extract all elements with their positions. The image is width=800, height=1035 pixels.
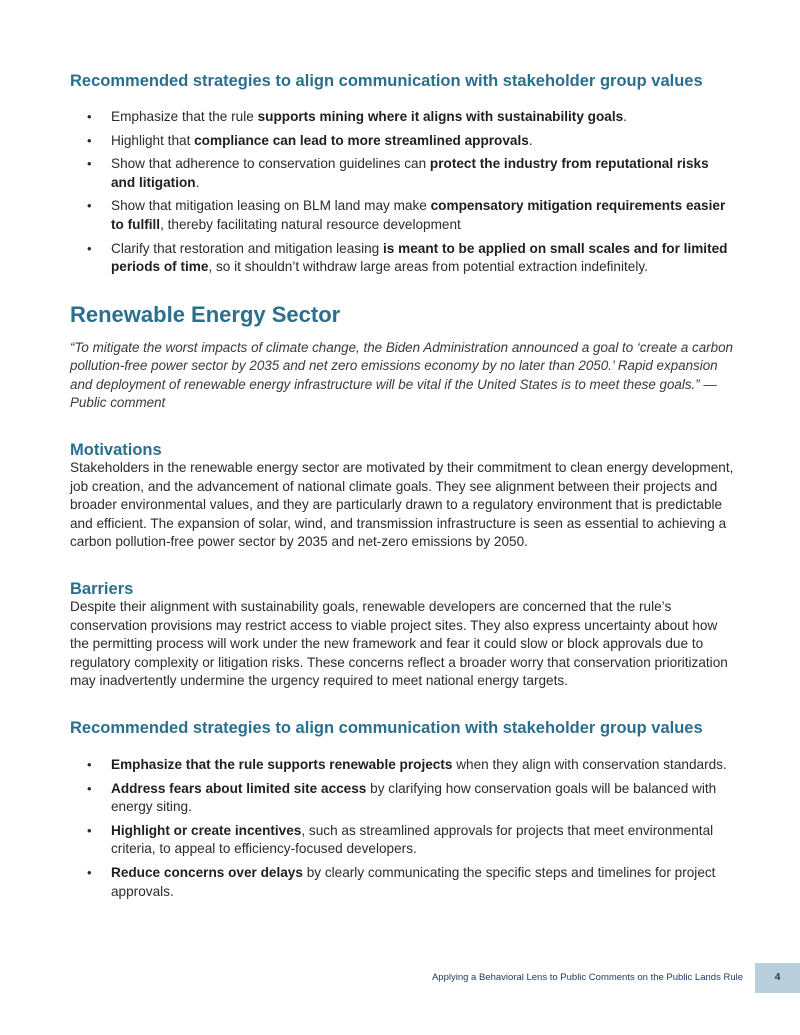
bullet-icon: • [87, 109, 92, 124]
bullet-icon: • [87, 132, 92, 148]
bullet-icon: • [87, 864, 92, 880]
barriers-text: Despite their alignment with sustainability goals, renewable developers are concerned that the rule’s conservation provisions may restrict access to viable project sites. They also express uncertainty about how the permitting process will work under the new framework and fear it could slow or block approvals due to regulatory complexity or litigation risks. These concerns reflect a broader worry that conservation prioritization may inadvertently undermine the urgency required to meet national energy targets. [70, 599, 728, 689]
list-item: • Clarify that restoration and mitigation leasing is meant to be applied on small scales and for limited periods of time, so it shouldn’t withdraw large areas from potential extraction indefinitely. [87, 240, 728, 275]
barriers-heading: Barriers [70, 580, 134, 598]
bullet-icon: • [87, 822, 92, 838]
section-heading-strategies-1: Recommended strategies to align communication with stakeholder group values [70, 72, 703, 90]
strategy-list-2 [70, 756, 735, 901]
list-item: • Emphasize that the rule supports mining where it aligns with sustainability goals. [70, 108, 735, 127]
section-title-renewable-energy: Renewable Energy Sector [70, 302, 341, 327]
list-item: • Address fears about limited site access by clarifying how conservation goals will be balanced with energy siting. [87, 780, 717, 815]
list-item: • Show that mitigation leasing on BLM land may make compensatory mitigation requirements easier to fulfill, thereby facilitating natural resource development [87, 198, 726, 232]
bullet-icon: • [87, 780, 92, 796]
footer-document-title: Applying a Behavioral Lens to Public Comments on the Public Lands Rule [431, 972, 743, 983]
page-footer [0, 963, 800, 993]
bullet-icon: • [87, 757, 92, 772]
bullet-icon: • [87, 156, 92, 172]
list-item: • Show that adherence to conservation guidelines can protect the industry from reputational risks and litigation. [87, 156, 709, 190]
page-number: 4 [755, 963, 800, 993]
motivations-text: Stakeholders in the renewable energy sector are motivated by their commitment to clean energy development, job creation, and the advancement of national climate goals. They see alignment between their projects and broader environmental values, and they are particularly drawn to a regulatory environment that is predictable and efficient. The expansion of solar, wind, and transmission infrastructure is seen as essential to achieving a carbon pollution-free power sector by 2035 and net-zero emissions by 2050. [70, 460, 734, 550]
motivations-heading: Motivations [70, 441, 162, 459]
bullet-icon: • [87, 198, 92, 214]
list-item: • Highlight or create incentives, such as streamlined approvals for projects that meet environmental criteria, to appeal to efficiency-focused developers. [87, 822, 714, 857]
section-heading-strategies-2: Recommended strategies to align communication with stakeholder group values [70, 719, 703, 737]
public-comment-quote: “To mitigate the worst impacts of climate change, the Biden Administration announced a goal to ‘create a carbon pollution-free power sector by 2035 and net zero emissions economy by no later than 2050.’ Rapid expansion and deployment of renewable energy infrastructure will be vital if the United States is to meet these goals.” — Public comment [70, 340, 733, 410]
bullet-icon: • [87, 240, 92, 256]
list-item: • Reduce concerns over delays by clearly communicating the specific steps and timelines for project approvals. [87, 864, 716, 899]
list-item: • Highlight that compliance can lead to more streamlined approvals. [70, 132, 735, 151]
list-item: • Emphasize that the rule supports renewable projects when they align with conservation standards. [70, 756, 735, 775]
strategy-list-1 [70, 108, 735, 277]
